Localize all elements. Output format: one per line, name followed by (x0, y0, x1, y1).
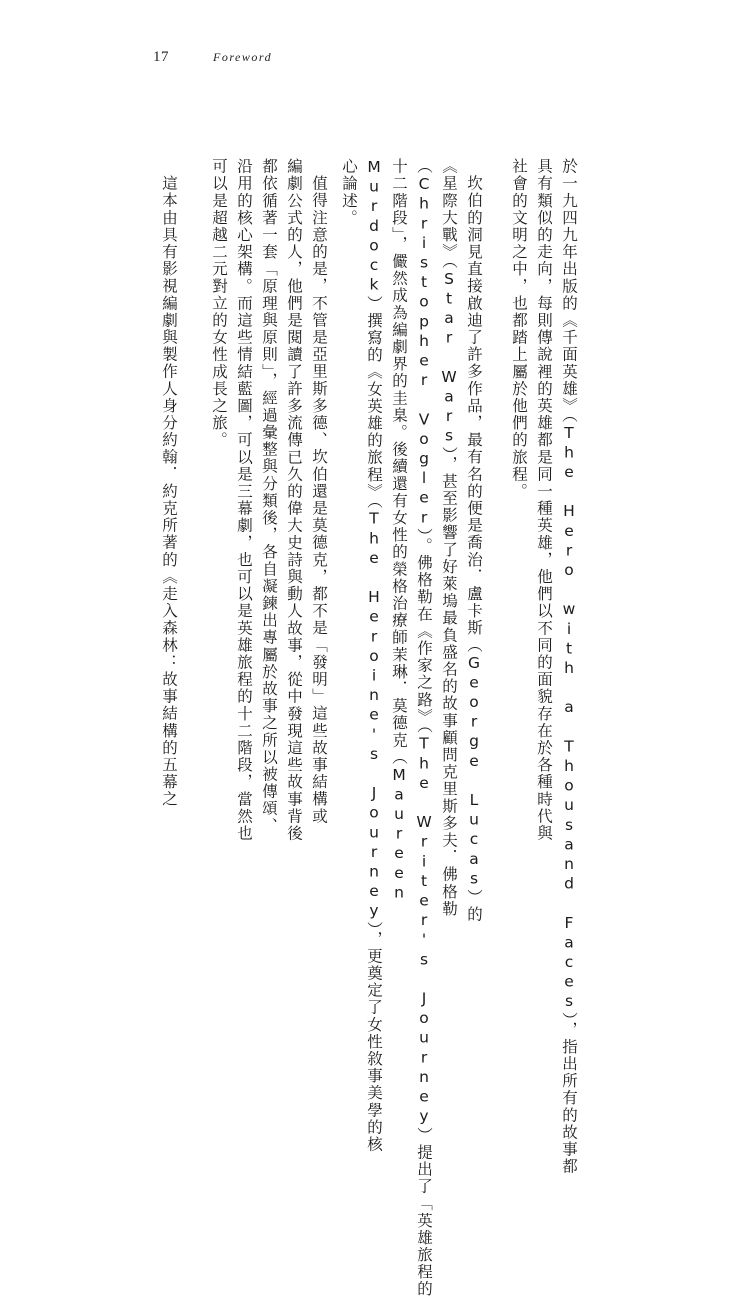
text-column: 具有類似的走向，每則傳說裡的英雄都是同一種英雄，他們以不同的面貌存在於各種時代與 (535, 158, 553, 842)
text-column: 值得注意的是，不管是亞里斯多德、坎伯還是莫德克，都不是「發明」這些故事結構或 (310, 175, 328, 825)
text-column: 這本由具有影視編劇與製作人身分約翰．約克所著的《走入森林：故事結構的五幕之 (160, 175, 178, 808)
page-number: 17 (153, 49, 169, 65)
text-column: 於一九四九年出版的《千面英雄》（The Hero with a Thousand Faces），指出所有的故事都 (560, 158, 578, 1176)
vertical-text-body (140, 158, 580, 1298)
text-column: 可以是超越二元對立的女性成長之旅。 (210, 158, 228, 449)
text-column: 都依循著一套「原理與原則」，經過彙整與分類後，各自凝鍊出專屬於故事之所以被傳頌、 (260, 158, 278, 835)
text-column: 沿用的核心架構。而這些情結藍圖，可以是三幕劇，也可以是英雄旅程的十二階段，當然也 (235, 158, 253, 842)
text-column: 社會的文明之中，也都踏上屬於他們的旅程。 (510, 158, 528, 500)
text-column: 坎伯的洞見直接啟迪了許多作品，最有名的便是喬治．盧卡斯（George Lucas）的 (465, 175, 483, 924)
text-column: （Christopher Vogler）。佛格勒在《作家之路》（The Writer's Journey）提出了「英雄旅程的 (415, 158, 433, 1298)
text-column: 編劇公式的人，他們是閱讀了許多流傳已久的偉大史詩與動人故事，從中發現這些故事背後 (285, 158, 303, 842)
text-column: Murdock）撰寫的《女英雄的旅程》（The Heroine's Journey），更奠定了女性敘事美學的核 (365, 158, 383, 1153)
text-column: 《星際大戰》（Star Wars），甚至影響了好萊塢最負盛名的故事顧問克里斯多夫．佛格勒 (440, 158, 458, 918)
text-column: 十二階段」，儼然成為編劇界的圭臬。後續還有女性的榮格治療師茉琳．莫德克（Maureen (390, 158, 408, 904)
text-column: 心論述。 (340, 158, 358, 227)
running-head: Foreword (213, 50, 273, 64)
